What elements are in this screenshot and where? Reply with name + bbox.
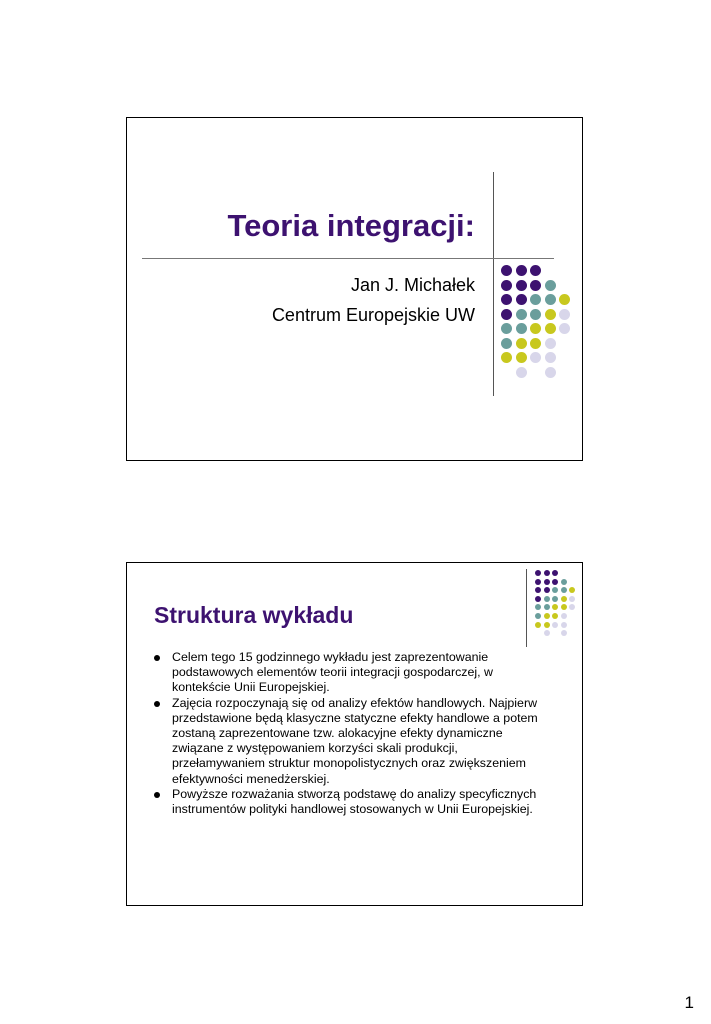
decorative-dot: [544, 630, 550, 636]
bullet-item: [154, 787, 554, 817]
decorative-dot: [516, 309, 527, 320]
slide-heading: Struktura wykładu: [154, 602, 354, 628]
decorative-dot: [535, 604, 541, 610]
bullet-icon: [154, 655, 160, 661]
page-number: 1: [684, 993, 694, 1012]
decorative-dot: [530, 294, 541, 305]
decorative-dot: [501, 309, 512, 320]
decorative-dot: [569, 587, 575, 593]
decorative-dot: [530, 352, 541, 363]
decorative-dot: [559, 323, 570, 334]
decorative-dot: [561, 613, 567, 619]
decorative-dot: [545, 294, 556, 305]
decorative-dot: [530, 265, 541, 276]
decorative-dot: [501, 338, 512, 349]
decorative-dot: [530, 280, 541, 291]
decorative-dot: [516, 367, 527, 378]
decorative-dot: [530, 338, 541, 349]
decorative-dot: [545, 280, 556, 291]
decorative-dot: [545, 309, 556, 320]
decorative-dot: [501, 323, 512, 334]
decorative-dot: [552, 622, 558, 628]
decorative-dot: [544, 570, 550, 576]
decorative-dot: [544, 613, 550, 619]
decorative-dot: [501, 294, 512, 305]
decorative-dot: [552, 596, 558, 602]
bullet-icon: [154, 792, 160, 798]
decorative-dot: [561, 596, 567, 602]
decorative-dot: [535, 596, 541, 602]
decorative-dot: [501, 265, 512, 276]
decorative-dot: [561, 579, 567, 585]
decorative-dot: [535, 579, 541, 585]
slide-title-heading: Teoria integracji:: [227, 208, 475, 243]
decorative-dot: [530, 309, 541, 320]
decorative-dot: [561, 587, 567, 593]
decorative-dot: [559, 294, 570, 305]
decorative-dot: [569, 604, 575, 610]
decorative-dot: [561, 604, 567, 610]
decorative-dot: [552, 587, 558, 593]
decorative-dot: [535, 570, 541, 576]
decorative-horizontal-line: [142, 258, 554, 259]
bullet-icon: [154, 701, 160, 707]
slide-title: [126, 117, 583, 461]
author-name: Jan J. Michałek: [350, 275, 475, 295]
bullet-item: [154, 650, 554, 696]
decorative-dot: [544, 596, 550, 602]
decorative-dot: [552, 570, 558, 576]
decorative-dot: [545, 338, 556, 349]
decorative-dot: [530, 323, 541, 334]
decorative-dot: [516, 323, 527, 334]
decorative-dot: [552, 604, 558, 610]
decorative-dot: [561, 630, 567, 636]
slide-structure: [126, 562, 583, 906]
decorative-dot: [516, 352, 527, 363]
decorative-dot: [501, 352, 512, 363]
bullet-item: [154, 696, 554, 787]
decorative-vertical-line: [493, 172, 494, 396]
decorative-dot: [544, 587, 550, 593]
decorative-dot: [516, 280, 527, 291]
decorative-dot: [544, 622, 550, 628]
decorative-dot: [559, 309, 570, 320]
decorative-dot: [569, 596, 575, 602]
bullet-text: Celem tego 15 godzinnego wykładu jest zaprezentowanie podstawowych elementów teorii integracji gospodarczej, w kontekście Unii Europejskiej.: [172, 650, 493, 695]
decorative-dot: [561, 622, 567, 628]
decorative-dot: [535, 613, 541, 619]
decorative-dot: [552, 579, 558, 585]
decorative-dot: [552, 613, 558, 619]
bullet-list: [154, 650, 554, 817]
decorative-dot: [501, 280, 512, 291]
bullet-text: Powyższe rozważania stworzą podstawę do analizy specyficznych instrumentów polityki handlowej stosowanych w Unii Europejskiej.: [172, 786, 537, 817]
decorative-dot: [544, 604, 550, 610]
institution-name: Centrum Europejskie UW: [271, 305, 475, 325]
decorative-dot: [545, 352, 556, 363]
decorative-dot: [545, 323, 556, 334]
decorative-dot: [516, 338, 527, 349]
decorative-dot: [535, 622, 541, 628]
decorative-dot: [544, 579, 550, 585]
decorative-dot: [516, 294, 527, 305]
decorative-dot: [545, 367, 556, 378]
bullet-text: Zajęcia rozpoczynają się od analizy efektów handlowych. Najpierw przedstawione będą klasyczne statyczne efekty handlowe a potem zostaną zaprezentowane tzw. alokacyjne efekty dynamiczne związane z występowaniem korzyści skali produkcji, przełamywaniem struktur monopolistycznych oraz zwiększeniem efektywności menedżerskiej.: [172, 695, 538, 786]
decorative-dot: [535, 587, 541, 593]
decorative-vertical-line: [526, 569, 527, 647]
decorative-dot: [516, 265, 527, 276]
